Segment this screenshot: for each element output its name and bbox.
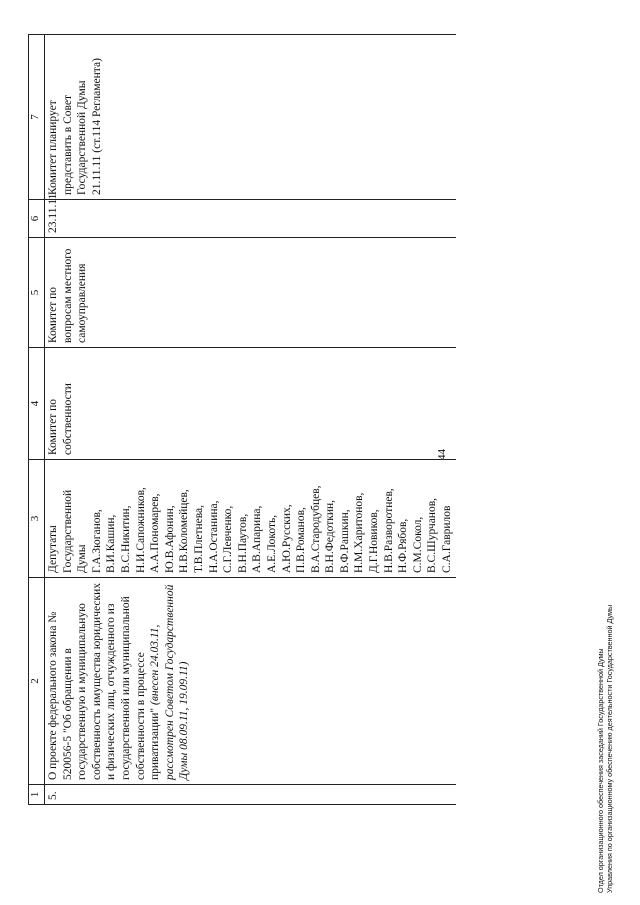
authors-heading: Депутаты Государственной Думы [47,489,89,573]
deputy-name: П.В.Романов, [295,507,308,573]
bills-table [28,34,456,805]
header-row [29,35,45,805]
bill-authors [45,460,456,578]
column-header: 3 [29,460,45,578]
footer-line: Отдел организационного обеспечения заседаний Государственной Думы [596,648,605,893]
deputy-name: Ю.В.Афонин, [163,505,176,573]
deputy-name: А.А.Пономарев, [149,493,162,573]
committee-responsible: Комитет по собственности [45,348,456,460]
column-header: 7 [29,35,45,200]
footer-line: Управления по организационному обеспечению деятельности Государственной Думы [605,604,614,893]
deputy-name: Г.А.Зюганов, [90,509,103,573]
deputy-name: А.В.Апарина, [251,505,264,573]
deputy-name: Н.Ф.Рябов, [397,518,410,573]
review-date: 23.11.11 [45,200,456,238]
column-header: 4 [29,348,45,460]
bill-title: О проекте федерального закона № 520056-5 "Об обращении в государственную и муниципальную собственность имущества юридических и физических лиц, отчужденного из государственной или муниципальной собственности в процессе приватизации" [47,583,162,780]
deputy-name: В.И.Кашин, [105,514,118,573]
deputy-name: В.Н.Федоткин, [324,499,337,573]
page-number: 44 [436,449,448,460]
deputy-name: С.А.Гаврилов [441,505,454,573]
deputy-name: А.Ю.Русских, [280,504,293,573]
deputy-name: Н.В.Коломейцев, [178,489,191,573]
deputy-name: В.С.Никитин, [119,505,132,573]
deputy-name: А.Е.Локоть, [265,514,278,573]
deputy-name: Т.В.Плетнева, [192,505,205,573]
deputy-name: С.Г.Левченко, [222,505,235,573]
deputy-name: С.М.Сокол, [411,516,424,573]
deputy-name: Н.А.Останина, [207,500,220,573]
deputy-name: В.Ф.Рашкин, [338,509,351,573]
column-header: 5 [29,238,45,348]
deputy-name: Н.М.Харитонов, [353,492,366,573]
deputy-name: В.С.Шурчанов, [426,497,439,573]
page-footer [596,605,614,893]
table-row [45,35,456,805]
committee-coexecutor: Комитет по вопросам местного самоуправления [45,238,456,348]
deputy-name: Н.В.Разворотнев, [382,488,395,573]
bill-description [45,578,456,785]
row-number: 5. [45,785,456,805]
column-header: 2 [29,578,45,785]
deputy-name: Д.Г.Новиков, [368,509,381,573]
deputy-name: В.А.Стародубцев, [309,485,322,573]
column-header: 6 [29,200,45,238]
column-header: 1 [29,785,45,805]
deputy-name: Н.И.Сапожников, [134,487,147,573]
deputy-name: В.Н.Паутов, [236,513,249,573]
bill-note: (внесен 24.03.11, рассмотрен Советом Государственной Думы 08.09.11, 19.09.11) [149,584,191,780]
row-note: Комитет планирует представить в Совет Государственной Думы 21.11.11 (ст.114 Регламента) [45,35,456,200]
